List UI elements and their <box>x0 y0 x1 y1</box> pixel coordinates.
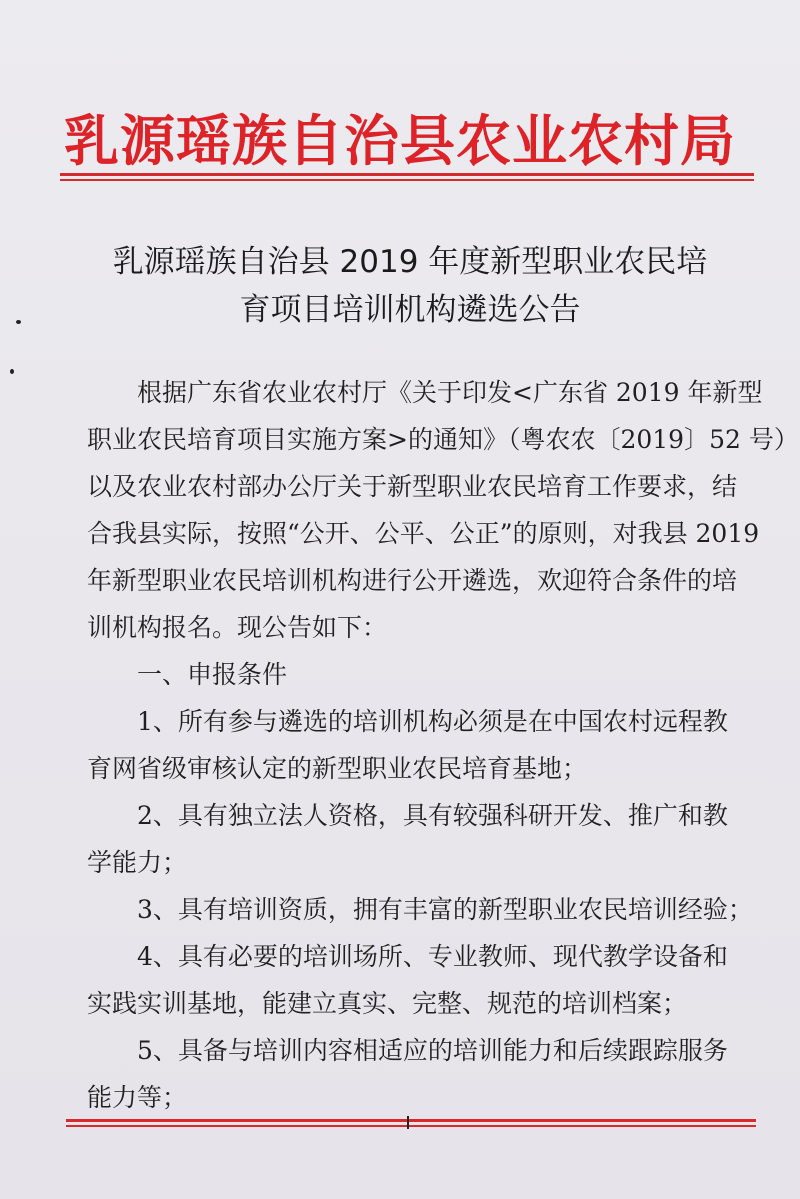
body-line: 1、所有参与遴选的培训机构必须是在中国农村远程教 <box>87 707 728 736</box>
body-line: 以及农业农村部办公厅关于新型职业农民培育工作要求，结 <box>87 472 738 501</box>
body-line: 2、具有独立法人资格，具有较强科研开发、推广和教 <box>87 801 728 830</box>
body-line: 合我县实际，按照“公开、公平、公正”的原则，对我县 2019 <box>87 519 760 548</box>
page-fold-mark <box>407 1116 409 1129</box>
letterhead-org-name: 乳源瑶族自治县农业农村局 <box>63 109 736 173</box>
footer-rule-thin <box>66 1125 756 1127</box>
body-line: 根据广东省农业农村厅《关于印发<广东省 2019 年新型 <box>87 378 763 407</box>
notice-title-line-1: 乳源瑶族自治县 2019 年度新型职业农民培 <box>112 244 708 280</box>
binding-mark <box>16 320 21 324</box>
body-line: 5、具备与培训内容相适应的培训能力和后续跟踪服务 <box>87 1036 728 1065</box>
body-line: 实践实训基地，能建立真实、完整、规范的培训档案； <box>87 989 688 1018</box>
body-line: 3、具有培训资质，拥有丰富的新型职业农民培训经验； <box>87 895 753 924</box>
body-line: 育网省级审核认定的新型职业农民培育基地； <box>87 754 588 783</box>
notice-title-line-2: 育项目培训机构遴选公告 <box>239 292 581 328</box>
notice-title <box>80 238 740 334</box>
body-line: 4、具有必要的培训场所、专业教师、现代教学设备和 <box>87 942 728 971</box>
body-line: 能力等； <box>87 1083 188 1112</box>
binding-mark <box>10 369 14 374</box>
letterhead-rule-thick <box>60 173 754 176</box>
body-line: 年新型职业农民培训机构进行公开遴选，欢迎符合条件的培 <box>87 566 738 595</box>
footer-rule-thick <box>66 1119 756 1122</box>
body-line: 训机构报名。现公告如下： <box>87 613 388 642</box>
letterhead-rule-thin <box>60 179 754 181</box>
body-line: 职业农民培育项目实施方案>的通知》（粤农农〔2019〕52 号） <box>87 425 799 454</box>
body-line: 学能力； <box>87 848 188 877</box>
section-heading: 一、申报条件 <box>87 660 288 689</box>
